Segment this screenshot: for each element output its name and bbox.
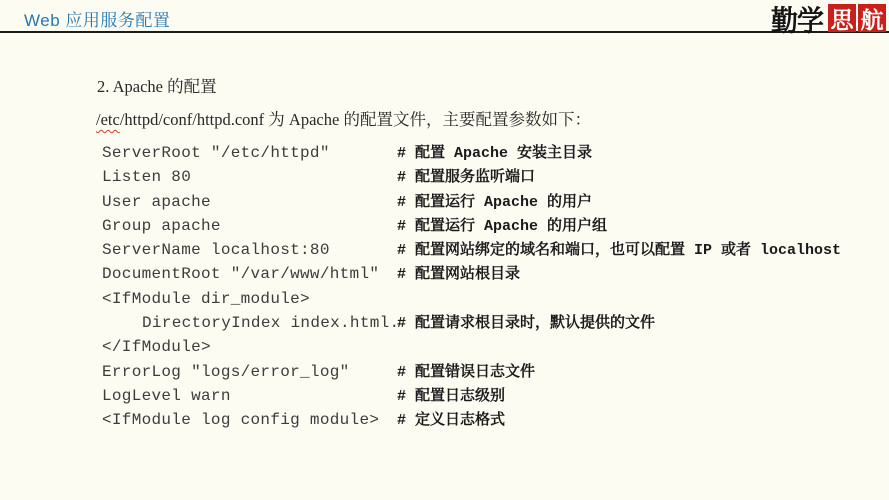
brand-logo	[771, 3, 886, 38]
config-row	[102, 311, 841, 335]
config-code: ServerRoot "/etc/httpd"	[102, 144, 330, 162]
config-row	[102, 165, 841, 189]
config-comment: # 配置请求根目录时，默认提供的文件	[397, 315, 656, 333]
config-comment: # 配置服务监听端口	[397, 169, 536, 187]
config-row	[102, 141, 841, 165]
config-row	[102, 287, 841, 311]
config-comment: # 配置网站根目录	[397, 266, 521, 284]
config-code: DirectoryIndex index.html.	[142, 314, 400, 333]
config-code: ServerName localhost:80	[102, 241, 330, 260]
config-code: Listen 80	[102, 168, 192, 187]
config-comment: # 配置日志级别	[397, 387, 506, 405]
config-comment: # 配置 Apache 安装主目录	[397, 145, 593, 162]
section-heading: 2. Apache 的配置	[97, 77, 217, 96]
header-divider	[0, 31, 889, 33]
config-row	[102, 360, 841, 384]
config-comment: # 配置错误日志文件	[397, 363, 536, 381]
intro-path-underlined: /etc	[96, 110, 120, 129]
config-code: User apache	[102, 192, 211, 211]
page-title: Web 应用服务配置	[24, 11, 171, 30]
config-code: ErrorLog "logs/error_log"	[102, 362, 350, 381]
config-row	[102, 262, 841, 286]
config-row	[102, 238, 841, 262]
config-row	[102, 408, 841, 432]
config-code: DocumentRoot "/var/www/html"	[102, 265, 380, 284]
logo-tile-2: 航	[858, 4, 886, 32]
config-row	[102, 384, 841, 408]
intro-line	[96, 106, 591, 130]
intro-text-rest: /httpd/conf/httpd.conf 为 Apache 的配置文件，主要配置参数如下：	[119, 110, 591, 129]
config-code: LogLevel warn	[102, 386, 231, 405]
config-comment: # 定义日志格式	[397, 412, 506, 430]
config-code: </IfModule>	[102, 338, 211, 357]
config-code: <IfModule log config module>	[102, 411, 380, 430]
config-list	[102, 141, 841, 433]
config-comment: # 配置运行 Apache 的用户组	[397, 217, 608, 235]
config-code: Group apache	[102, 216, 221, 235]
config-code: <IfModule dir_module>	[102, 289, 310, 308]
config-comment: # 配置网站绑定的域名和端口，也可以配置 IP 或者 localhost	[397, 242, 842, 260]
logo-tile-1: 思	[828, 4, 856, 32]
logo-text-black: 勤学	[771, 4, 823, 38]
config-comment: # 配置运行 Apache 的用户	[397, 193, 593, 211]
config-row	[102, 190, 841, 214]
config-row	[102, 214, 841, 238]
config-row	[102, 335, 841, 359]
